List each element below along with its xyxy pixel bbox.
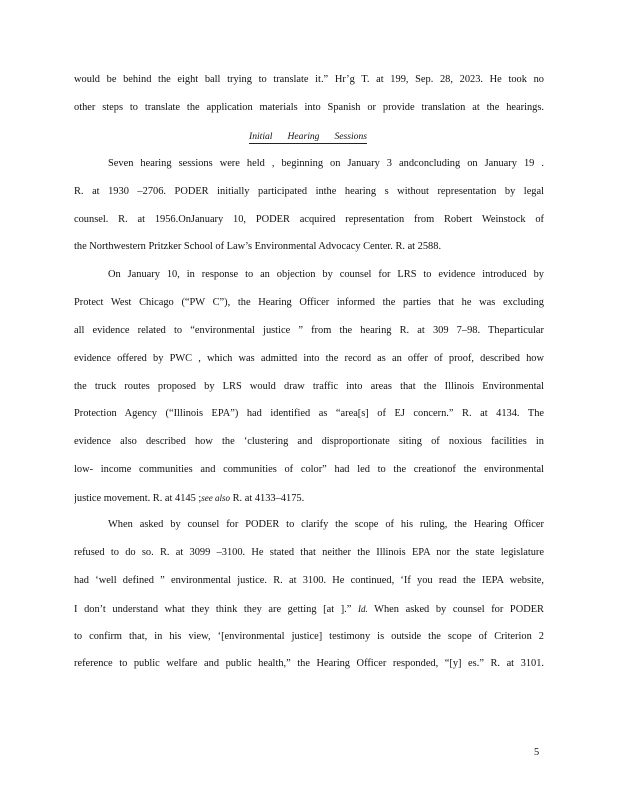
text-line: reference to public welfare and public health,” the Hearing Officer responded, “[y] es.” R. at 3101. [74,658,544,669]
text-line: R. at 1930 –2706. PODER initially participated inthe hearing s without representation by legal [74,186,544,197]
citation-signal: see also [201,493,231,503]
text-line: Seven hearing sessions were held , beginning on January 3 andconcluding on January 19 . [108,158,544,169]
text-line: low- income communities and communities of color” had led to the creationof the environmental [74,464,544,475]
text-line: counsel. R. at 1956.OnJanuary 10, PODER acquired representation from Robert Weinstock of [74,214,544,225]
text-line: all evidence related to “environmental justice ” from the hearing R. at 309 7–98. Theparticular [74,325,544,336]
text-line: had ‘well defined ” environmental justice. R. at 3100. He continued, ‘If you read the IEPA website, [74,575,544,586]
citation-signal: Id. [358,604,368,614]
text-run: justice movement. R. at 4145 ; [74,493,202,504]
text-line: Protect West Chicago (“PW C”), the Hearing Officer informed the parties that he was excluding [74,297,544,308]
section-heading: Initial Hearing Sessions [249,131,367,142]
text-line: would be behind the eight ball trying to translate it.” Hr’g T. at 199, Sep. 28, 2023. He took no [74,74,544,85]
text-line: On January 10, in response to an objection by counsel for LRS to evidence introduced by [108,269,544,280]
text-line: the truck routes proposed by LRS would draw traffic into areas that the Illinois Environmental [74,381,544,392]
text-run: I don’t understand what they think they are getting [at ].” [74,604,358,615]
text-line: Protection Agency (“Illinois EPA”) had identified as “area[s] of EJ concern.” R. at 4134. The [74,408,544,419]
text-line [74,491,544,506]
text-line: When asked by counsel for PODER to clarify the scope of his ruling, the Hearing Officer [108,519,544,530]
text-line [74,602,544,617]
text-line: evidence also described how the ‘clustering and disproportionate siting of noxious facilities in [74,436,544,447]
text-line: refused to do so. R. at 3099 –3100. He stated that neither the Illinois EPA nor the state legislature [74,547,544,558]
text-line: the Northwestern Pritzker School of Law’s Environmental Advocacy Center. R. at 2588. [74,241,442,252]
text-line: other steps to translate the application materials into Spanish or provide translation at the hearings. [74,102,544,113]
text-run: R. at 4133–4175. [230,493,305,504]
text-line: evidence offered by PWC , which was admitted into the record as an offer of proof, described how [74,353,544,364]
text-run: When asked by counsel for PODER [367,604,544,615]
page-number: 5 [534,747,540,758]
text-line: to confirm that, in his view, ‘[environmental justice] testimony is outside the scope of Criterion 2 [74,631,544,642]
